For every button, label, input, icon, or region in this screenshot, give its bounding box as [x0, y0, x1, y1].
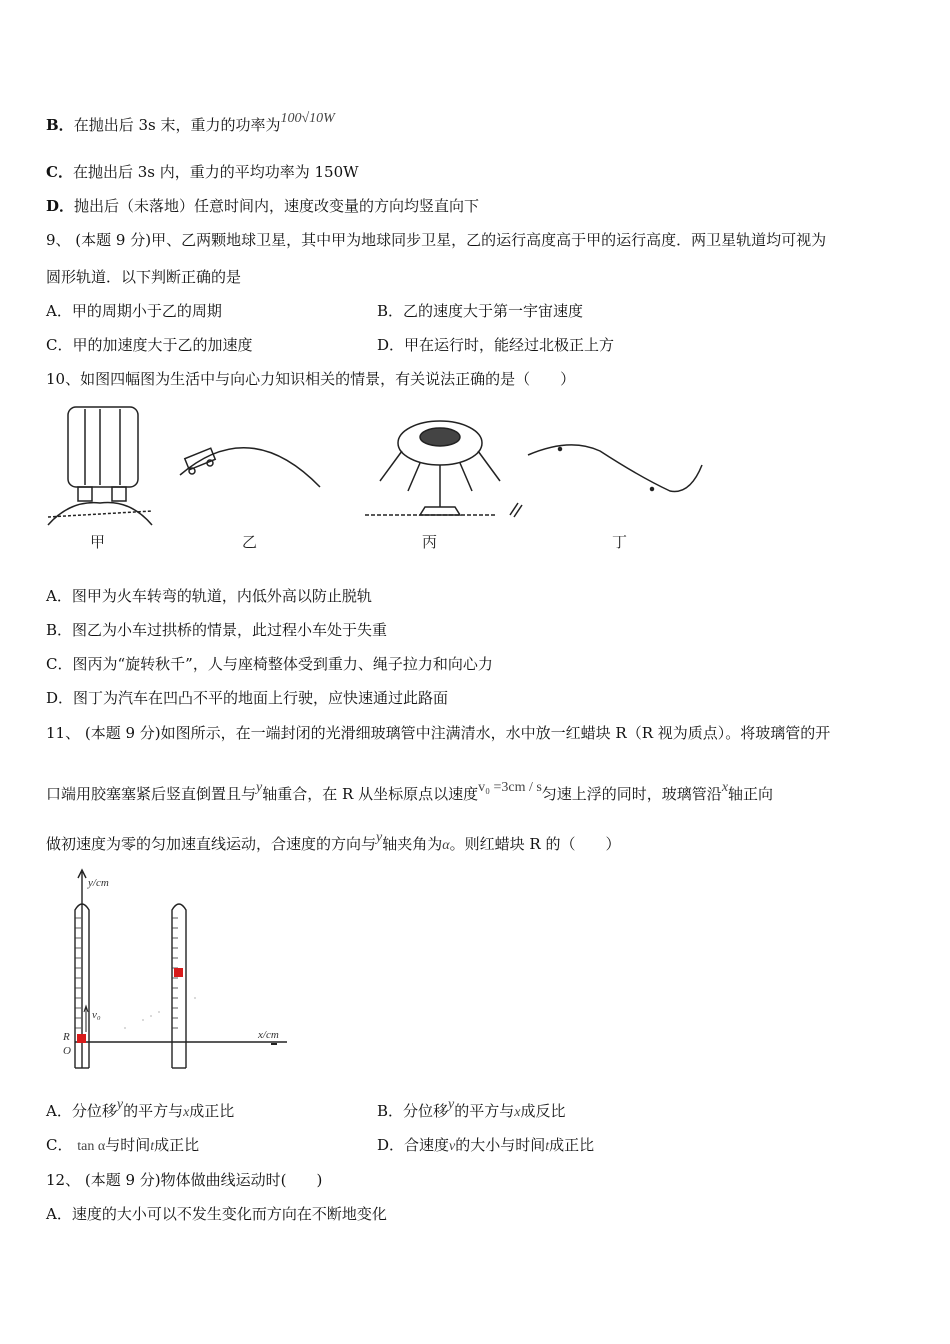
q11-a-pre: A．分位移 [46, 1102, 117, 1120]
q8-option-d [46, 196, 479, 216]
q11-line3-part-a: 做初速度为零的匀加速直线运动，合速度的方向与 [46, 835, 377, 853]
q11-b-post: 成反比 [520, 1102, 566, 1120]
q11-a-post: 成正比 [189, 1102, 235, 1120]
r-label: R [63, 1031, 70, 1043]
q9-option-b: B．乙的速度大于第一宇宙速度 [377, 302, 584, 320]
figure-label-ding: 丁 [612, 533, 628, 551]
q11-stem-line2 [46, 780, 774, 806]
q11-c-pre: C． [46, 1136, 73, 1154]
q10-option-a: A．图甲为火车转弯的轨道，内低外高以防止脱轨 [46, 587, 372, 605]
glass-tube-later [172, 904, 186, 1068]
q8-d-label: D． [46, 197, 75, 215]
q8-b-formula: 100√10W [280, 111, 335, 126]
q9-stem-line2: 圆形轨道．以下判断正确的是 [46, 268, 242, 286]
figure-jia-train-illustration [48, 407, 152, 525]
q11-alpha-symbol: α [442, 838, 450, 853]
q10-option-b: B．图乙为小车过拱桥的情景，此过程小车处于失重 [46, 621, 388, 639]
q8-b-label: B． [46, 116, 74, 134]
tube-scale-ticks [75, 918, 178, 1028]
q10-option-d: D．图丁为汽车在凹凸不平的地面上行驶，应快速通过此路面 [46, 689, 449, 707]
q11-glass-tube-figure [55, 868, 300, 1080]
q8-d-text: 抛出后（未落地）任意时间内，速度改变量的方向均竖直向下 [74, 197, 480, 215]
origin-label: O [63, 1045, 71, 1057]
q8-option-c [46, 162, 359, 182]
q11-stem-line1: 11、 (本题 9 分)如图所示，在一端封闭的光滑细玻璃管中注满清水，水中放一红蜡块 R（R 视为质点）。将玻璃管的开 [46, 724, 831, 742]
q10-option-c: C．图丙为“旋转秋千”，人与座椅整体受到重力、绳子拉力和向心力 [46, 655, 493, 673]
q8-c-label: C． [46, 163, 73, 181]
x-axis-label: x/cm [258, 1029, 279, 1041]
figure-label-bing: 丙 [422, 533, 438, 551]
q11-d-mid: 的大小与时间 [455, 1136, 546, 1154]
q8-option-b [46, 111, 335, 137]
q11-c-mid: 与时间 [105, 1136, 151, 1154]
q11-c-t: t [150, 1139, 155, 1154]
q10-stem: 10、如图四幅图为生活中与向心力知识相关的情景，有关说法正确的是（ ） [46, 370, 576, 388]
v0-label: v₀ [92, 1009, 101, 1021]
red-wax-block-initial [77, 1034, 86, 1043]
q8-b-text: 在抛出后 3s 末，重力的功率为 [73, 116, 281, 134]
q8-c-text: 在抛出后 3s 内，重力的平均功率为 150W [72, 163, 359, 181]
q11-d-t: t [545, 1139, 550, 1154]
q11-a-y: y [116, 1097, 124, 1112]
q11-v0-formula: v₀ =3cm / s [478, 780, 542, 795]
y-axis-label: y/cm [88, 877, 109, 889]
q12-stem: 12、 (本题 9 分)物体做曲线运动时( ) [46, 1171, 323, 1189]
q9-option-a: A．甲的周期小于乙的周期 [46, 302, 222, 320]
q11-option-c [46, 1135, 199, 1157]
q9-option-d: D．甲在运行时，能经过北极正上方 [377, 336, 615, 354]
q11-b-y: y [448, 1097, 455, 1112]
q11-line2-part-b: 轴重合，在 R 从坐标原点以速度 [262, 785, 479, 803]
q11-line3-part-b: 轴夹角为 [382, 835, 443, 853]
figure-bing-rotating-swing-illustration [365, 421, 522, 517]
q11-line2-part-d: 轴正向 [728, 785, 774, 803]
figure-label-yi: 乙 [242, 533, 258, 551]
q11-y-symbol-2: y [376, 830, 383, 845]
q11-d-post: 成正比 [549, 1136, 595, 1154]
q11-d-pre: D．合速度 [377, 1136, 450, 1154]
figure-ding-bumpy-road-illustration [528, 445, 702, 492]
q11-option-a [46, 1097, 235, 1123]
red-wax-block-later [174, 968, 183, 977]
q11-b-x: x [514, 1105, 521, 1120]
q10-figure [40, 395, 720, 560]
q11-option-b [377, 1097, 566, 1123]
q11-b-pre: B．分位移 [377, 1102, 449, 1120]
q11-line2-part-a: 口端用胶塞塞紧后竖直倒置且与 [46, 785, 257, 803]
q11-b-mid: 的平方与 [454, 1102, 515, 1120]
q11-x-symbol: x [721, 780, 729, 795]
q11-option-d [377, 1135, 594, 1157]
q9-stem-line1: 9、 (本题 9 分)甲、乙两颗地球卫星，其中甲为地球同步卫星，乙的运行高度高于甲的运行高度．两卫星轨道均可视为 [46, 231, 827, 249]
q11-a-mid: 的平方与 [123, 1102, 184, 1120]
trajectory-dots [124, 997, 196, 1029]
q9-option-c: C．甲的加速度大于乙的加速度 [46, 336, 253, 354]
q11-line3-part-c: 。则红蜡块 R 的（ ） [449, 835, 621, 853]
q11-c-post: 成正比 [154, 1136, 200, 1154]
q11-stem-line3 [46, 830, 621, 856]
figure-label-jia: 甲 [90, 533, 106, 551]
q11-c-tan-alpha: tan α [77, 1139, 106, 1154]
q12-option-a: A．速度的大小可以不发生变化而方向在不断地变化 [46, 1205, 387, 1223]
q11-a-x: x [183, 1105, 190, 1120]
q11-d-v: v [449, 1139, 456, 1154]
figure-yi-arch-bridge-illustration [180, 448, 320, 487]
q11-y-symbol: y [256, 780, 263, 795]
q11-line2-part-c: 匀速上浮的同时，玻璃管沿 [541, 785, 722, 803]
